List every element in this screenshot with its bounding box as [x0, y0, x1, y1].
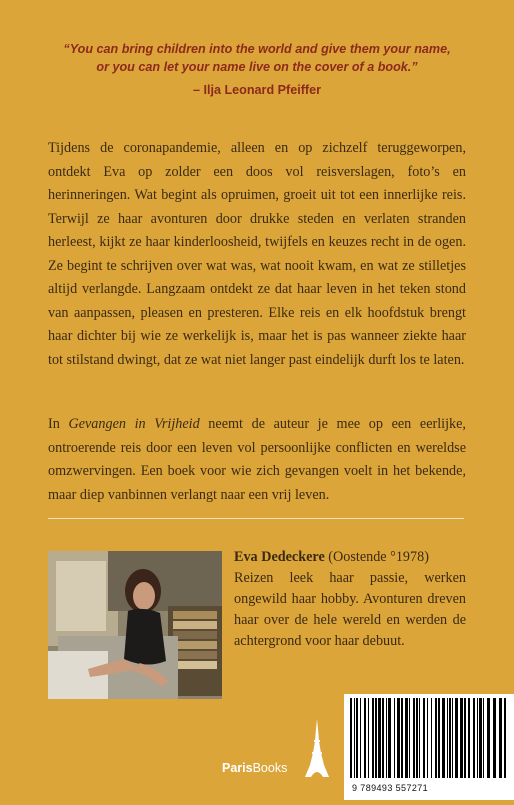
author-name: Eva Dedeckere — [234, 549, 325, 565]
blurb-paragraph-2 — [48, 413, 466, 507]
cover-quote — [40, 40, 474, 76]
publisher-logo — [222, 761, 287, 775]
blurb-p2-rest: neemt de auteur je mee op een eerlijke, ontroerende reis door een leven vol persoonlijke conflicten en wereldse omzwervingen. Een boek voor wie zich gevangen voelt in het bekende, maar diep vanbinnen verlangt naar een vrij leven. — [48, 416, 466, 503]
quote-author: – Ilja Leonard Pfeiffer — [192, 83, 322, 97]
publisher-logo-part1: Paris — [222, 761, 253, 775]
quote-line-1: “You can bring children into the world and give them your name, — [63, 42, 451, 56]
publisher-logo-part2: Books — [252, 761, 288, 775]
quote-line-2: or you can let your name live on the cover of a book.” — [96, 60, 418, 74]
barcode-digits: 9 789493 557271 — [352, 783, 429, 793]
blurb-paragraph-1: Tijdens de coronapandemie, alleen en op zichzelf teruggeworpen, ontdekt Eva op zolder een doos vol reisverslagen, foto’s en herinneringen. Wat begint als opruimen, groeit uit tot een innerlijke reis. Terwijl ze haar avonturen door drukke steden en verlaten stranden herleest, kijkt ze haar kinderloosheid, twijfels en keuzes recht in de ogen. Ze begint te schrijven over wat was, wat nooit kwam, en wat ze stilletjes altijd verlangde. Langzaam ontdekt ze dat haar leven in het teken stond van aanpassen, pleasen en presteren. Elke reis en elk hoofdstuk brengt haar dichter bij wie ze werkelijk is, maar het is pas wanneer ziekte haar tot stilstand dwingt, dat ze wat niet langer past eindelijk durft los te laten. — [48, 140, 466, 368]
eiffel-tower-icon — [304, 719, 330, 777]
author-origin: (Oostende °1978) — [324, 549, 429, 565]
author-bio-text: Reizen leek haar passie, werken ongewild haar hobby. Avonturen dreven haar over de hele wereld en werden de achtergrond voor haar debuut. — [234, 570, 466, 649]
blurb-p2-prefix: In — [48, 416, 69, 432]
divider-line — [48, 518, 464, 519]
book-title: Gevangen in Vrijheid — [68, 416, 200, 432]
author-bio — [234, 547, 466, 652]
author-photo — [48, 551, 222, 699]
